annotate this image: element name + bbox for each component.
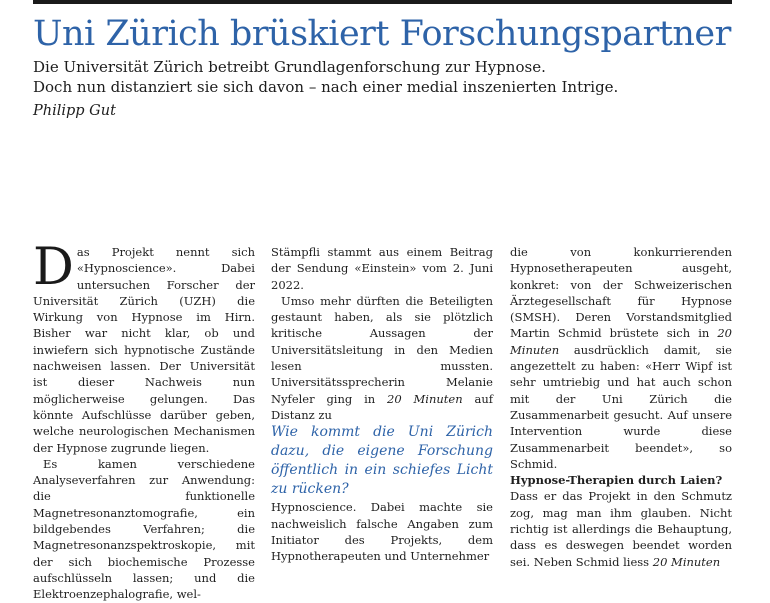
pull-quote: Wie kommt die Uni Zürich dazu, die eigene Forschung öffentlich in ein schiefes Licht zu rücken?: [271, 424, 493, 498]
paragraph-4: [271, 293, 493, 423]
article-column-1: [33, 238, 255, 603]
paragraph-6-text-a: die von konkurrierenden Hypnosetherapeuten ausgeht, konkret: von der Schweizerischen Ärztegesellschaft für Hypnose (SMSH). Deren Vorstandsmitglied Martin Schmid brüstete sich in: [510, 245, 732, 341]
subheadline-line-2: Doch nun distanziert sie sich davon – nach einer medial inszenierten Intrige.: [33, 78, 619, 96]
section-subhead: Hypnose-Therapien durch Laien?: [510, 473, 723, 488]
top-rule: [33, 0, 732, 4]
paragraph-4-text-b: auf Distanz zu: [271, 391, 494, 422]
paragraph-1: [33, 238, 255, 456]
paragraph-5: Hypnoscience. Dabei machte sie nachweislich falsche Angaben zum Initiator des Projekts, dem Hypnotherapeuten und Unternehmer: [271, 500, 493, 564]
subheadline-line-1: Die Universität Zürich betreibt Grundlagenforschung zur Hypnose.: [33, 58, 546, 76]
paragraph-6-text-b: ausdrücklich damit, sie angezettelt zu haben: «Herr Wipf ist sehr umtriebig und hat auch schon mit der Uni Zürich die Zusammenarbeit gesucht. Auf unsere Intervention wurde diese Zusammenarbeit beendet», so Schmid.: [510, 342, 732, 471]
article-column-2: [271, 244, 493, 564]
headline: Uni Zürich brüskiert Forschungspartner: [33, 14, 731, 54]
newspaper-name: 20 Minuten: [510, 326, 732, 357]
author-byline: Philipp Gut: [33, 103, 116, 119]
paragraph-2: Es kamen verschiedene Analyseverfahren zur Anwendung: die funktionelle Magnetresonanztomografie, ein bildgebendes Verfahren; die Magnetresonanzspektroskopie, mit der sich biochemische Prozesse aufschlüsseln lassen; und die Elektroenzephalografie, wel-: [33, 456, 255, 602]
paragraph-4-text-a: Umso mehr dürften die Beteiligten gestaunt haben, als sie plötzlich kritische Aussagen der Universitätsleitung in den Medien lesen mussten. Universitätssprecherin Melanie Nyfeler ging in: [271, 293, 493, 406]
paragraph-7: [510, 488, 732, 569]
article-column-3: [510, 244, 732, 570]
paragraph-1-text: as Projekt nennt sich «Hypnoscience». Dabei untersuchen Forscher der Universität Zürich (UZH) die Wirkung von Hypnose im Hirn. Bisher war nicht klar, ob und inwiefern sich hypnotische Zustände nachweisen lassen. Der Universität ist dieser Nachweis nun möglicherweise gelungen. Das könnte Aufschlüsse darüber geben, welche neurologischen Mechanismen der Hypnose zugrunde liegen.: [33, 245, 255, 455]
newspaper-name: 20 Minuten: [652, 554, 721, 569]
paragraph-3: Stämpfli stammt aus einem Beitrag der Sendung «Einstein» vom 2. Juni 2022.: [271, 245, 493, 292]
drop-cap: D: [33, 238, 74, 297]
paragraph-6: [510, 244, 732, 472]
paragraph-7-text-a: Dass er das Projekt in den Schmutz zog, mag man ihm glauben. Nicht richtig ist allerdings die Behauptung, dass es deswegen beendet worden sei. Neben Schmid liess: [510, 489, 732, 569]
newspaper-name: 20 Minuten: [387, 391, 463, 406]
